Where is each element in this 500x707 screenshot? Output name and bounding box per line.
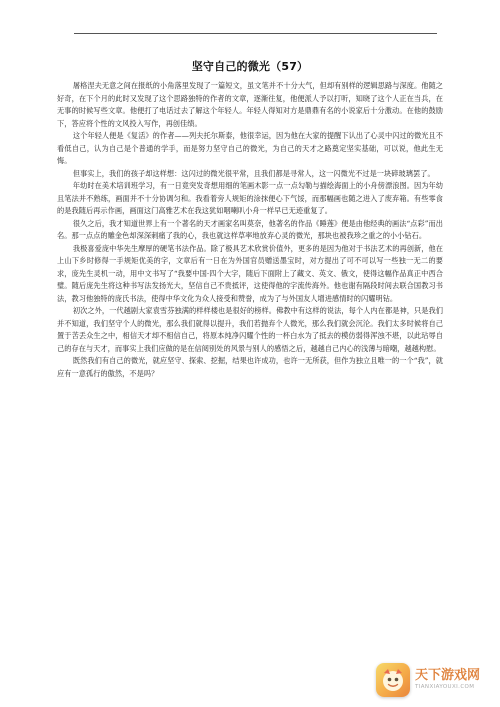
paragraph: 但事实上，我们的孩子却这样想：这闪过的微光很平常，且我们都是寻常人，这一闪微光不过是一块碎玻璃罢了。: [72, 168, 435, 178]
site-watermark: [376, 663, 480, 697]
watermark-site-name: 天下游戏网: [414, 668, 480, 684]
watermark-site-url: TIANXIAYOUXI.COM: [414, 683, 475, 690]
paragraph: 初次之外，一代越剧大家袁雪芬独满的样样楼也是很好的榜样。佛教中有这样的说法，每个人内在都是神，只是我们并不知道，我们坚守个人的微光，那么我们就得以提升，我们若抛弃个人微光，那么我们就会沉沦。我们太多时候将自己置于苦丢众生之中，相信天才却不相信自己，将原本纯净闪耀个性的一杯白水为了抵去的模仿弱得浑浊不堪，以此玷辱自己的存在与天才，而事实上我们应做的是在信阅别处的风景与别人的感悟之后，越越自己内心的浅薄与暗嘲，越越构慰。: [57, 306, 443, 353]
paragraph: 很久之后，我才知道世界上有一个著名的天才画家名叫莫奈，他著名的作品《睡莲》便是由他经典的画法“点彩”而出名。那一点点的雕金色却深深刺痛了我的心，我也就这样草率地放弃心灵的微光，那块也被我珍之重之的小小钻石。: [57, 218, 443, 240]
document-title: 坚守自己的微光（57）: [191, 60, 309, 73]
paragraph: 既然我们有自己的微光，就应坚守、探索、挖掘，结果也许成功，也许一无所获，但作为独立且唯一的一个“我”，就应有一意孤行的傲然，不是吗？: [57, 356, 443, 378]
paragraph: 屠格涅夫无意之间在报纸的小角落里发现了一篇短文，虽文笔并不十分大气，但却有别样的逻辑思路与深度。他随之好奇，在下个月的此时又发现了这个思路独特的作者的文章，逐渐往复，他便派人予以打听，知晓了这个人正在当兵，在无事的时候写些文章。他便打了电话过去了解这个年轻人。年轻人得知对方是鼎鼎有名的小说家后十分激动。在他的鼓励下，答应将个性的文风投入写作，再创佳绩。: [57, 81, 443, 128]
game-mascot-icon: [376, 663, 410, 697]
header-rule: [74, 33, 437, 34]
paragraph: 我极喜爱庞中华先生摩厚的硬笔书法作品。除了极具艺术欣赏价值外，更多的是因为他对于书法艺术的再创新，他在上山下乡时修得一手规矩优美的字，文章后有一日在为外国官员赠送墨宝时，对方提出了可不可以写一些独一无二的要求，庞先生灵机一动，用中文书写了“我要中国·四个大字，随后下面附上了藏文、英文、俄文，使得这幅作品真正中西合璧。随后庞先生将这种书写法发扬光大，坚信自己不贵抵评，这使得他的字流传海外。他也谢有隔段时间去联合国教习书法，教习他独特的庞氏书法，使得中华文化为众人接受和赞誉，成为了与外国友人增进感情时的闪耀明钻。: [57, 243, 443, 303]
document-body: [57, 80, 443, 380]
paragraph: 年幼时在美术培训班学习，有一日竟突发奇想用细的笔画木影一点一点勾勒与描绘海面上的小舟傍漂浪图。因为年幼且笔法并不熟练，画面并不十分协调匀和。我看着旁人规矩的涂抹便心下气馁，而那幅画也随之进入了废弃箱。有些零食的是我随后再示作画，画面这门高雅艺术在我这犹如咽喇叭小舟一样早已无迹重复了。: [57, 181, 443, 215]
paragraph: 这个年轻人便是《复活》的作者——列夫托尔斯泰，他很幸运，因为他在大家的提醒下认出了心灵中闪过的微光且不看低自己，认为自己是个普通的学手，而是努力坚守自己的微光，为自己的天才之路奠定坚实基础，可以说，他此生无悔。: [57, 131, 443, 165]
